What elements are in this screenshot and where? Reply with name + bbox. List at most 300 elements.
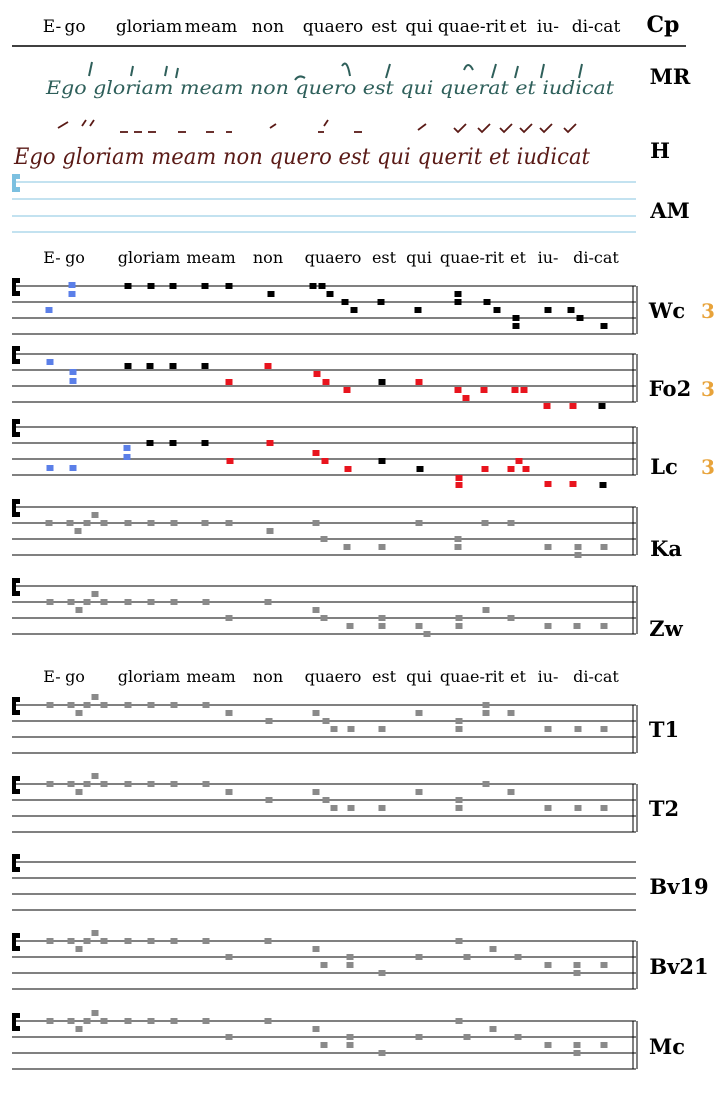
neume-note — [490, 1026, 497, 1032]
neume-note — [227, 458, 234, 464]
syllable: et — [509, 17, 527, 37]
neume-note — [521, 387, 528, 393]
neume-note — [226, 954, 233, 960]
syllable-row — [43, 667, 619, 686]
syllable: di-cat — [571, 17, 621, 37]
neume-note — [455, 299, 462, 305]
staff-am — [12, 174, 636, 232]
neume-note — [92, 1010, 99, 1016]
neume-note — [125, 781, 132, 787]
staff-mc — [12, 1010, 685, 1069]
neume-note — [545, 1042, 552, 1048]
neume-note — [456, 1018, 463, 1024]
neume-note — [379, 970, 386, 976]
neume-note — [313, 607, 320, 613]
neume-note — [464, 1034, 471, 1040]
neume-note — [508, 520, 515, 526]
neume-note — [92, 694, 99, 700]
neume-note — [348, 726, 355, 732]
neume-note — [171, 599, 178, 605]
syllable: quae-rit — [439, 667, 505, 686]
neume-note — [601, 962, 608, 968]
staff-bv19 — [12, 854, 709, 910]
syllable: E- — [43, 667, 61, 686]
neume-note — [577, 315, 584, 321]
neume-note — [483, 781, 490, 787]
neume-note — [76, 946, 83, 952]
neume-note — [379, 805, 386, 811]
neume-note — [84, 520, 91, 526]
neume-note — [70, 378, 77, 384]
source-count: 3 — [701, 377, 715, 401]
neume-note — [101, 938, 108, 944]
syllable: qui — [406, 667, 432, 686]
neume-note — [464, 954, 471, 960]
syllable: meam — [186, 248, 236, 267]
header-syllables — [43, 17, 621, 37]
syllable: et — [510, 248, 526, 267]
neume-note — [46, 307, 53, 313]
staff-wc — [12, 278, 715, 334]
neume-note — [101, 702, 108, 708]
neume-note — [265, 363, 272, 369]
row-label-fo2: Fo2 — [648, 376, 692, 401]
neume-note — [265, 938, 272, 944]
neume-note — [379, 726, 386, 732]
neume-note — [379, 458, 386, 464]
neume-note — [575, 805, 582, 811]
neume-note — [331, 805, 338, 811]
neume-note — [266, 718, 273, 724]
row-label-t2: T2 — [648, 796, 680, 821]
neume-note — [148, 283, 155, 289]
neume-note — [321, 536, 328, 542]
row-label-ka: Ka — [650, 536, 682, 561]
neume-note — [203, 599, 210, 605]
neume-note — [68, 702, 75, 708]
staff-bv21 — [12, 930, 709, 989]
neume-note — [415, 307, 422, 313]
neume-note — [226, 710, 233, 716]
neume-note — [344, 544, 351, 550]
neume-note — [575, 726, 582, 732]
neume-note — [456, 797, 463, 803]
clef-icon — [12, 419, 20, 437]
clef-icon — [12, 278, 20, 296]
neume-note — [148, 599, 155, 605]
neume-note — [417, 466, 424, 472]
neume-note — [67, 520, 74, 526]
syllable: quaero — [304, 248, 362, 267]
syllable: qui — [406, 248, 432, 267]
neume-note — [125, 1018, 132, 1024]
neume-note — [545, 307, 552, 313]
neume-note — [226, 379, 233, 385]
syllable: gloriam — [117, 248, 181, 267]
row-label-t1: T1 — [648, 717, 680, 742]
neume-note — [148, 520, 155, 526]
neume-note — [323, 797, 330, 803]
neume-note — [69, 291, 76, 297]
neume-note — [575, 544, 582, 550]
neume-note — [347, 623, 354, 629]
neume-note — [313, 450, 320, 456]
syllable-row — [43, 248, 619, 267]
neume-note — [202, 363, 209, 369]
neume-note — [545, 623, 552, 629]
neume-note — [265, 599, 272, 605]
neume-note — [601, 726, 608, 732]
neume-note — [323, 718, 330, 724]
neume-note — [490, 946, 497, 952]
neume-note — [416, 710, 423, 716]
neume-note — [148, 781, 155, 787]
staff-ka — [12, 499, 682, 561]
neume-note — [68, 938, 75, 944]
neume-note — [347, 962, 354, 968]
neume-note — [456, 805, 463, 811]
neume-note — [226, 283, 233, 289]
neume-note — [416, 954, 423, 960]
neume-note — [76, 789, 83, 795]
neume-note — [575, 552, 582, 558]
neume-note — [574, 623, 581, 629]
neume-note — [203, 1018, 210, 1024]
neume-note — [508, 466, 515, 472]
neume-note — [125, 520, 132, 526]
neume-note — [512, 387, 519, 393]
neume-note — [574, 970, 581, 976]
neume-note — [75, 528, 82, 534]
neume-note — [545, 962, 552, 968]
syllable: quaero — [304, 667, 362, 686]
syllable: quae-rit — [437, 17, 507, 37]
neume-note — [92, 773, 99, 779]
neume-note — [456, 482, 463, 488]
staff-t1 — [12, 694, 679, 753]
syllable: meam — [186, 667, 236, 686]
row-label-bv19: Bv19 — [649, 874, 709, 899]
neume-note — [416, 623, 423, 629]
syllable: quaero — [302, 17, 364, 37]
neume-note — [327, 291, 334, 297]
clef-icon — [12, 346, 20, 364]
neume-note — [101, 520, 108, 526]
neume-note — [481, 387, 488, 393]
neume-note — [321, 615, 328, 621]
neume-note — [148, 938, 155, 944]
neume-note — [342, 299, 349, 305]
neume-note — [319, 283, 326, 289]
row-label-lc: Lc — [650, 454, 678, 479]
neume-note — [347, 1034, 354, 1040]
syllable: gloriam — [115, 17, 183, 37]
neume-note — [483, 702, 490, 708]
staff-lc — [12, 419, 715, 488]
neume-note — [268, 291, 275, 297]
neume-note — [70, 369, 77, 375]
syllable: qui — [405, 17, 433, 37]
neume-note — [601, 623, 608, 629]
neume-note — [266, 797, 273, 803]
neume-note — [84, 599, 91, 605]
neume-note — [313, 789, 320, 795]
neume-note — [202, 440, 209, 446]
neume-note — [170, 363, 177, 369]
neume-note — [46, 520, 53, 526]
clef-icon — [12, 174, 20, 192]
clef-icon — [12, 933, 20, 951]
syllable: non — [252, 667, 284, 686]
neume-note — [47, 1018, 54, 1024]
neume-note — [456, 623, 463, 629]
neume-note — [455, 291, 462, 297]
neume-note — [226, 1034, 233, 1040]
neume-note — [379, 1050, 386, 1056]
row-label-h: H — [650, 138, 670, 163]
neume-note — [416, 379, 423, 385]
syllable: E- — [43, 248, 61, 267]
neume-note — [101, 781, 108, 787]
neume-note — [463, 395, 470, 401]
syllable: meam — [184, 17, 238, 37]
neume-note — [313, 520, 320, 526]
neume-note — [47, 599, 54, 605]
syllable: non — [251, 17, 285, 37]
neume-note — [545, 544, 552, 550]
neume-note — [416, 789, 423, 795]
neume-note — [226, 520, 233, 526]
neume-note — [226, 615, 233, 621]
neume-note — [513, 315, 520, 321]
neume-note — [508, 615, 515, 621]
neume-note — [84, 938, 91, 944]
neume-note — [545, 805, 552, 811]
neume-note — [456, 718, 463, 724]
neume-note — [170, 283, 177, 289]
neume-note — [265, 1018, 272, 1024]
neume-note — [267, 528, 274, 534]
manuscript-h — [13, 120, 590, 170]
neume-note — [202, 520, 209, 526]
neume-note — [601, 1042, 608, 1048]
neume-note — [314, 371, 321, 377]
neume-note — [170, 440, 177, 446]
neume-note — [171, 1018, 178, 1024]
neume-note — [267, 440, 274, 446]
neume-note — [101, 1018, 108, 1024]
neume-note — [516, 458, 523, 464]
neume-note — [344, 387, 351, 393]
row-label-bv21: Bv21 — [649, 954, 709, 979]
syllable: iu- — [537, 248, 559, 267]
neume-note — [203, 702, 210, 708]
row-label-mr: MR — [649, 64, 691, 89]
neume-note — [322, 458, 329, 464]
neume-note — [508, 789, 515, 795]
neume-note — [347, 954, 354, 960]
neume-note — [76, 710, 83, 716]
neume-note — [47, 359, 54, 365]
neume-note — [523, 466, 530, 472]
neume-note — [84, 781, 91, 787]
neume-note — [351, 307, 358, 313]
neume-note — [544, 403, 551, 409]
neume-note — [483, 710, 490, 716]
syllable: di-cat — [573, 248, 619, 267]
staff-t2 — [12, 773, 679, 832]
neume-note — [70, 465, 77, 471]
neume-marks — [58, 120, 576, 132]
neume-note — [313, 710, 320, 716]
neume-note — [92, 930, 99, 936]
syllable: iu- — [537, 667, 559, 686]
syllable: quae-rit — [439, 248, 505, 267]
neume-note — [125, 363, 132, 369]
neume-note — [125, 702, 132, 708]
neume-note — [202, 283, 209, 289]
neume-note — [455, 544, 462, 550]
neume-note — [68, 599, 75, 605]
neume-note — [484, 299, 491, 305]
neume-note — [345, 466, 352, 472]
neume-note — [482, 520, 489, 526]
neume-note — [124, 454, 131, 460]
manuscript-text: Ego gloriam meam non quero est qui querit et iudicat — [13, 145, 591, 170]
neume-note — [570, 403, 577, 409]
syllable: E- — [42, 17, 62, 37]
neume-note — [148, 1018, 155, 1024]
neume-note — [310, 283, 317, 289]
neume-note — [456, 615, 463, 621]
staff-fo2 — [12, 346, 715, 409]
neume-note — [379, 615, 386, 621]
neume-note — [456, 475, 463, 481]
neume-note — [456, 726, 463, 732]
clef-icon — [12, 499, 20, 517]
syllable: est — [371, 248, 397, 267]
manuscript-text: Ego gloriam meam non quero est qui querat et iudicat — [44, 77, 615, 99]
neume-note — [416, 520, 423, 526]
neume-note — [69, 282, 76, 288]
neume-note — [601, 805, 608, 811]
neume-note — [321, 962, 328, 968]
neume-note — [68, 781, 75, 787]
neume-note — [570, 481, 577, 487]
neume-note — [513, 323, 520, 329]
neume-note — [599, 403, 606, 409]
neume-note — [171, 938, 178, 944]
neume-note — [203, 938, 210, 944]
neume-note — [456, 938, 463, 944]
neume-note — [321, 1042, 328, 1048]
neume-note — [545, 726, 552, 732]
neume-note — [147, 440, 154, 446]
neume-note — [313, 946, 320, 952]
neume-note — [84, 1018, 91, 1024]
neume-note — [331, 726, 338, 732]
neume-note — [545, 481, 552, 487]
clef-icon — [12, 697, 20, 715]
neume-note — [47, 702, 54, 708]
neume-note — [379, 379, 386, 385]
neume-note — [483, 607, 490, 613]
neume-note — [601, 323, 608, 329]
neume-note — [171, 520, 178, 526]
neume-note — [416, 1034, 423, 1040]
clef-icon — [12, 776, 20, 794]
source-count: 3 — [701, 455, 715, 479]
neume-note — [148, 702, 155, 708]
neume-note — [424, 631, 431, 637]
neume-note — [600, 482, 607, 488]
syllable: est — [371, 667, 397, 686]
neume-note — [124, 445, 131, 451]
neume-note — [125, 599, 132, 605]
syllable: gloriam — [117, 667, 181, 686]
row-label-am: AM — [650, 198, 690, 223]
neume-note — [347, 1042, 354, 1048]
syllable: di-cat — [573, 667, 619, 686]
neume-note — [226, 789, 233, 795]
neume-note — [574, 1050, 581, 1056]
neume-note — [348, 805, 355, 811]
clef-icon — [12, 854, 20, 872]
clef-icon — [12, 578, 20, 596]
neume-note — [455, 387, 462, 393]
neume-note — [125, 283, 132, 289]
row-label-wc: Wc — [648, 298, 686, 323]
neume-note — [125, 938, 132, 944]
neume-note — [515, 1034, 522, 1040]
row-label-mc: Mc — [648, 1034, 686, 1059]
neume-note — [515, 954, 522, 960]
neume-note — [568, 307, 575, 313]
neume-note — [574, 1042, 581, 1048]
neume-note — [574, 962, 581, 968]
neume-note — [76, 607, 83, 613]
neume-note — [455, 536, 462, 542]
neume-note — [508, 710, 515, 716]
clef-icon — [12, 1013, 20, 1031]
syllable: go — [64, 17, 86, 37]
neume-note — [171, 702, 178, 708]
neume-note — [92, 591, 99, 597]
neume-note — [203, 781, 210, 787]
syllable: est — [371, 17, 397, 37]
neume-note — [84, 702, 91, 708]
syllable: et — [510, 667, 526, 686]
row-label-zw: Zw — [649, 616, 683, 641]
neume-note — [379, 623, 386, 629]
neume-note — [92, 512, 99, 518]
neume-note — [601, 544, 608, 550]
neume-note — [101, 599, 108, 605]
neume-note — [313, 1026, 320, 1032]
neume-note — [47, 781, 54, 787]
neume-note — [47, 465, 54, 471]
neume-note — [494, 307, 501, 313]
neume-note — [378, 299, 385, 305]
syllable: go — [65, 248, 85, 267]
syllable: iu- — [536, 17, 560, 37]
neume-note — [379, 544, 386, 550]
neume-note — [482, 466, 489, 472]
neume-note — [171, 781, 178, 787]
manuscript-mr — [45, 62, 614, 99]
neume-note — [47, 938, 54, 944]
neume-note — [323, 379, 330, 385]
